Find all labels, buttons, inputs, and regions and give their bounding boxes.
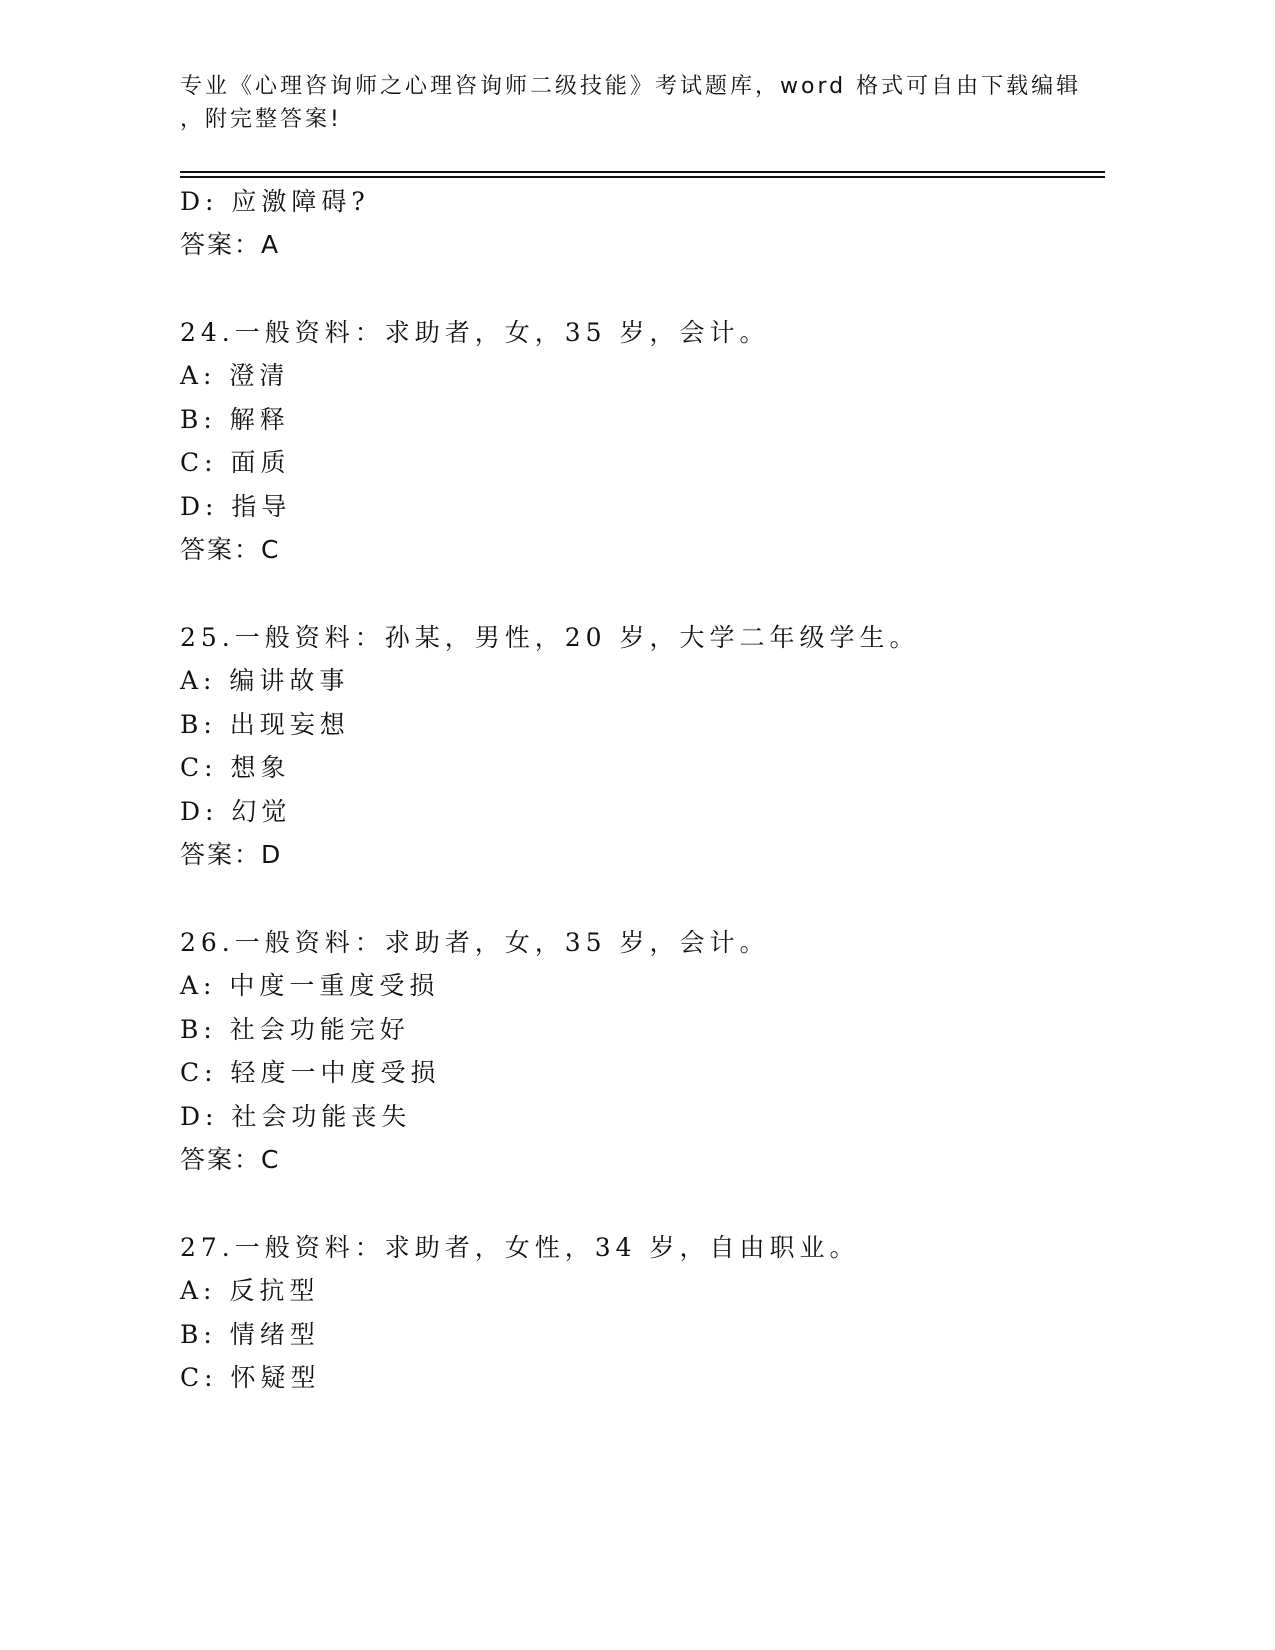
option-b: B: 社会功能完好 <box>180 1015 410 1044</box>
option-c: C: 轻度一中度受损 <box>180 1058 441 1087</box>
header-line-1: 专业《心理咨询师之心理咨询师二级技能》考试题库，word 格式可自由下载编辑 <box>180 74 1082 99</box>
option-a: A: 反抗型 <box>180 1276 320 1305</box>
header-rule-bottom <box>180 176 1105 178</box>
option-a: A: 澄清 <box>180 361 290 390</box>
answer-line: 答案：C <box>180 535 281 564</box>
option-b: B: 情绪型 <box>180 1320 320 1349</box>
option-d: D: 社会功能丧失 <box>180 1102 412 1131</box>
option-b: B: 出现妄想 <box>180 710 350 739</box>
option-d: D: 应激障碍? <box>180 187 370 216</box>
question-stem: 24.一般资料：求助者，女，35 岁，会计。 <box>180 318 770 347</box>
option-d: D: 指导 <box>180 492 292 521</box>
document-header <box>180 70 1082 136</box>
option-d: D: 幻觉 <box>180 797 292 826</box>
header-line-2: ，附完整答案! <box>180 107 342 132</box>
option-a: A: 编讲故事 <box>180 666 350 695</box>
question-stem: 27.一般资料：求助者，女性，34 岁，自由职业。 <box>180 1233 860 1262</box>
question-stem: 25.一般资料：孙某，男性，20 岁，大学二年级学生。 <box>180 623 920 652</box>
question-stem: 26.一般资料：求助者，女，35 岁，会计。 <box>180 928 770 957</box>
header-rule-top <box>180 171 1105 173</box>
answer-line: 答案：D <box>180 840 283 869</box>
option-b: B: 解释 <box>180 405 290 434</box>
option-a: A: 中度一重度受损 <box>180 971 440 1000</box>
option-c: C: 怀疑型 <box>180 1363 321 1392</box>
option-c: C: 想象 <box>180 753 291 782</box>
answer-line: 答案：C <box>180 1145 281 1174</box>
answer-line: 答案：A <box>180 230 281 259</box>
option-c: C: 面质 <box>180 448 291 477</box>
